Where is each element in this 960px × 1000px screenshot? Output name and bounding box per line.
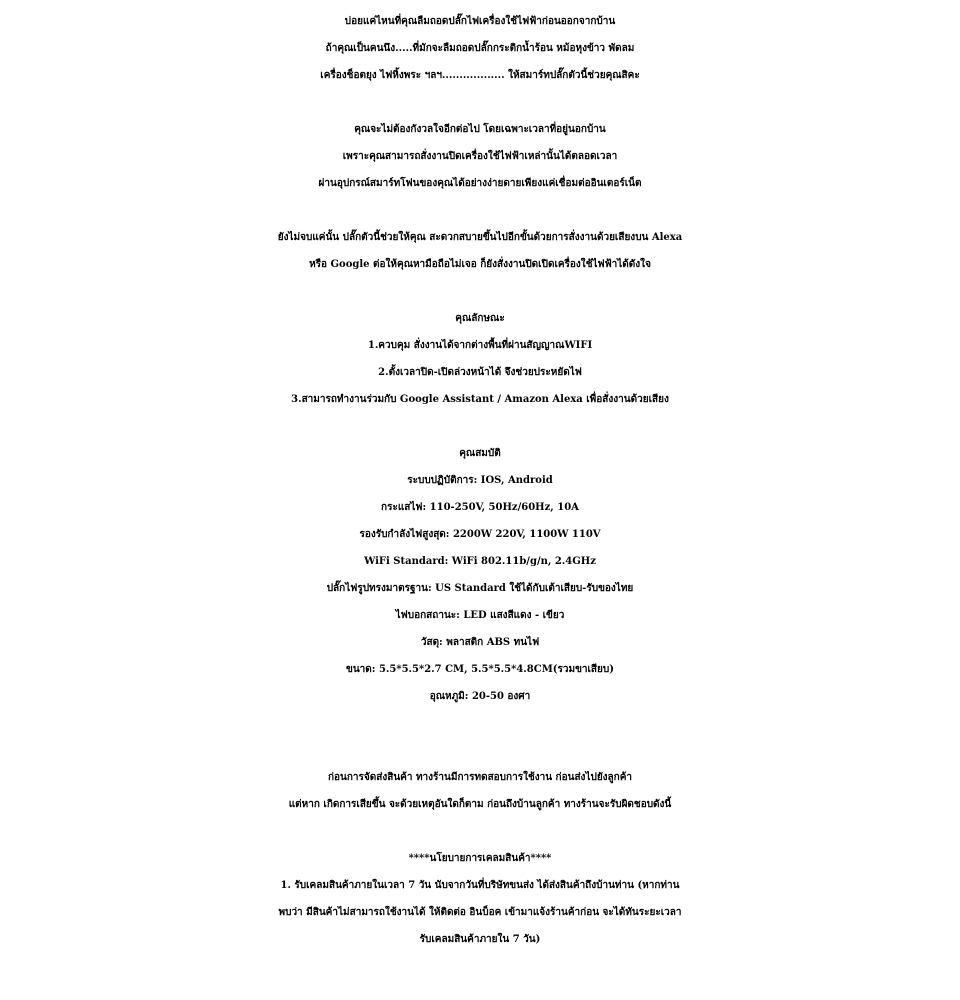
- intro-paragraph: [0, 8, 960, 89]
- shipping-paragraph: [0, 764, 960, 818]
- feature-item: 1.ควบคุม สั่งงานได้จากต่างพื้นที่ผ่านสัญญาณWIFI: [367, 340, 593, 351]
- claim-line: 1. รับเคลมสินค้าภายในเวลา 7 วัน นับจากวันที่บริษัทขนส่ง ได้ส่งสินค้าถึงบ้านท่าน (หากท่าน: [280, 880, 680, 891]
- claim-line: รับเคลมสินค้าภายใน 7 วัน): [419, 934, 541, 945]
- voice-paragraph: [0, 224, 960, 278]
- claim-line: พบว่า มีสินค้าไม่สามารถใช้งานได้ ให้ติดต่อ อินบ็อค เข้ามาแจ้งร้านค้าก่อน จะได้ทันระยะเวลา: [278, 907, 682, 918]
- features-heading: คุณลักษณะ: [455, 313, 505, 324]
- worry-paragraph: [0, 116, 960, 197]
- spec-item: รองรับกำลังไฟสูงสุด: 2200W 220V, 1100W 110V: [359, 529, 601, 540]
- shipping-line: ก่อนการจัดส่งสินค้า ทางร้านมีการทดสอบการใช้งาน ก่อนส่งไปยังลูกค้า: [327, 772, 633, 783]
- spec-item: ปลั๊กไฟรูปทรงมาตรฐาน: US Standard ใช้ได้กับเต้าเสียบ-รับของไทย: [326, 583, 634, 594]
- worry-line: เพราะคุณสามารถสั่งงานปิดเครื่องใช้ไฟฟ้าเหล่านั้นได้ตลอดเวลา: [342, 151, 618, 162]
- voice-line: หรือ Google ต่อให้คุณหามือถือไม่เจอ ก็ยังสั่งงานปิดเปิดเครื่องใช้ไฟฟ้าได้ดังใจ: [309, 259, 651, 270]
- spec-item: ไฟบอกสถานะ: LED แสงสีแดง - เขียว: [395, 610, 565, 621]
- spec-item: อุณหภูมิ: 20-50 องศา: [429, 691, 531, 702]
- intro-line: บ่อยแค่ไหนที่คุณลืมถอดปลั๊กไฟเครื่องใช้ไฟฟ้าก่อนออกจากบ้าน: [344, 16, 616, 27]
- intro-line: ถ้าคุณเป็นคนนึง.....ที่มักจะลืมถอดปลั๊กกระติกน้ำร้อน หม้อหุงข้าว พัดลม: [325, 43, 635, 54]
- spec-item: ขนาด: 5.5*5.5*2.7 CM, 5.5*5.5*4.8CM(รวมขาเสียบ): [346, 664, 614, 675]
- spec-item: วัสดุ: พลาสติก ABS ทนไฟ: [420, 637, 540, 648]
- feature-item: 2.ตั้งเวลาปิด-เปิดล่วงหน้าได้ จึงช่วยประหยัดไฟ: [378, 367, 582, 378]
- features-section: [0, 305, 960, 413]
- intro-line: เครื่องช็อตยุง ไฟหิ้งพระ ฯลฯ.................. ให้สมาร์ทปลั๊กตัวนี้ช่วยคุณสิคะ: [320, 70, 640, 81]
- worry-line: คุณจะไม่ต้องกังวลใจอีกต่อไป โดยเฉพาะเวลาที่อยู่นอกบ้าน: [354, 124, 606, 135]
- spec-item: กระแสไฟ: 110-250V, 50Hz/60Hz, 10A: [381, 502, 579, 513]
- feature-item: 3.สามารถทำงานร่วมกับ Google Assistant / Amazon Alexa เพื่อสั่งงานด้วยเสียง: [291, 394, 669, 405]
- claim-policy-section: [0, 845, 960, 953]
- spec-item: WiFi Standard: WiFi 802.11b/g/n, 2.4GHz: [364, 556, 596, 567]
- voice-line: ยังไม่จบแค่นั้น ปลั๊กตัวนี้ช่วยให้คุณ สะดวกสบายขึ้นไปอีกขั้นด้วยการสั่งงานด้วยเสียงบน Alexa: [277, 232, 683, 243]
- specs-heading: คุณสมบัติ: [459, 448, 501, 459]
- shipping-line: แต่หาก เกิดการเสียขึ้น จะด้วยเหตุอันใดก็ตาม ก่อนถึงบ้านลูกค้า ทางร้านจะรับผิดชอบดังนี้: [288, 799, 672, 810]
- spec-item: ระบบปฏิบัติการ: IOS, Android: [407, 475, 553, 486]
- worry-line: ผ่านอุปกรณ์สมาร์ทโฟนของคุณได้อย่างง่ายดายเพียงแค่เชื่อมต่ออินเตอร์เน็ต: [318, 178, 642, 189]
- specs-section: [0, 440, 960, 710]
- claim-heading: ****นโยบายการเคลมสินค้า****: [408, 853, 552, 864]
- product-description: [0, 8, 960, 953]
